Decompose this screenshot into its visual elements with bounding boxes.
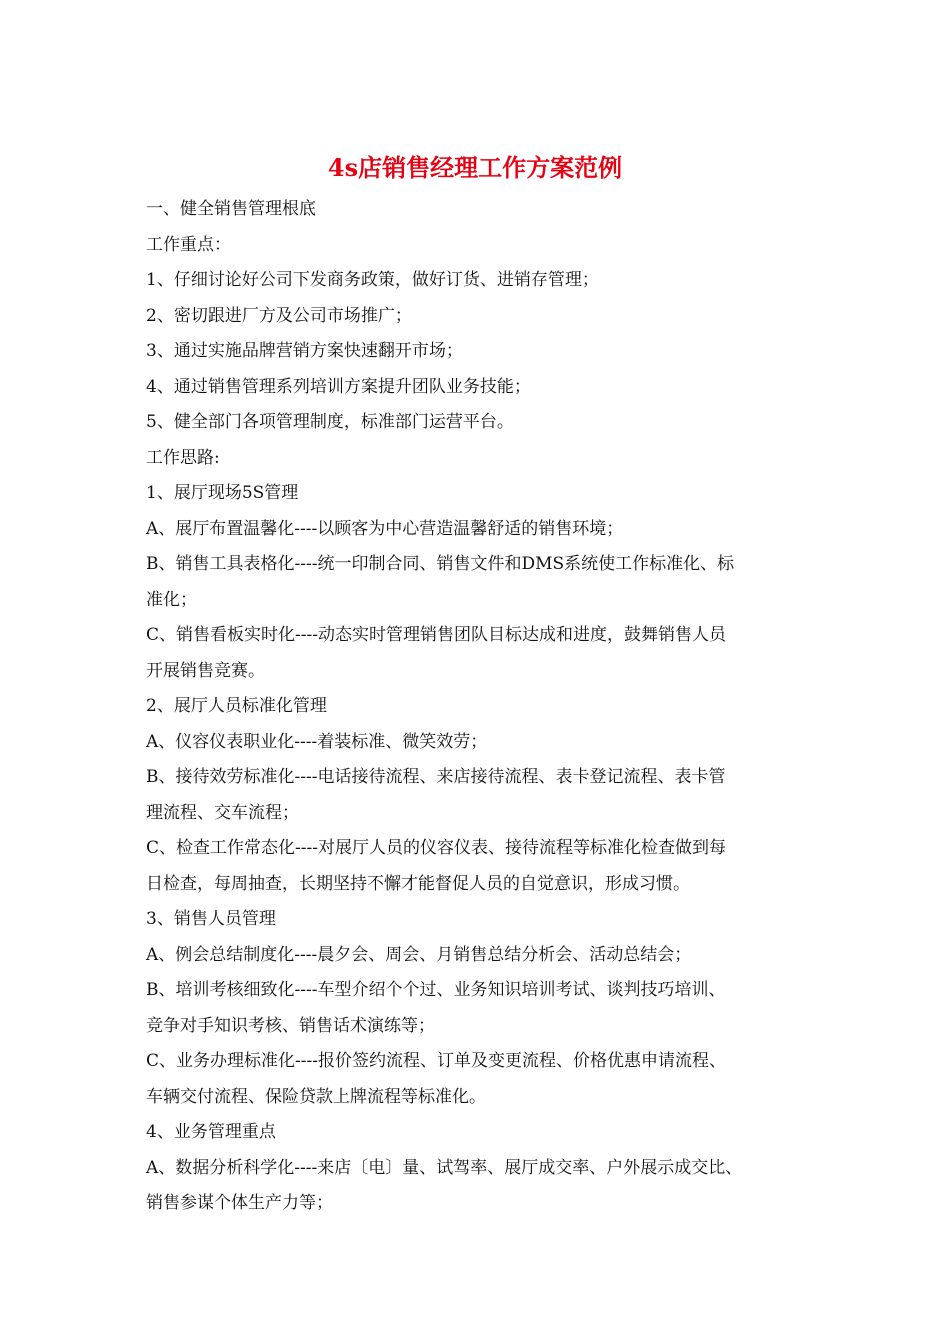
paragraph-line: 销售参谋个体生产力等； bbox=[146, 1193, 333, 1213]
paragraph-line: 开展销售竞赛。 bbox=[146, 660, 265, 681]
list-item: 3、通过实施品牌营销方案快速翻开市场； bbox=[146, 341, 463, 361]
paragraph-line: B、培训考核细致化----车型介绍个个过、业务知识培训考试、谈判技巧培训、 bbox=[146, 980, 726, 1000]
list-item: 5、健全部门各项管理制度，标准部门运营平台。 bbox=[146, 412, 514, 432]
section-heading: 一、健全销售管理根底 bbox=[146, 199, 316, 219]
list-item: 3、销售人员管理 bbox=[146, 909, 276, 929]
list-item: 2、展厅人员标准化管理 bbox=[146, 696, 327, 716]
paragraph-line: B、接待效劳标准化----电话接待流程、来店接待流程、表卡登记流程、表卡管 bbox=[146, 767, 726, 787]
paragraph-line: 日检查，每周抽查，长期坚持不懈才能督促人员的自觉意识，形成习惯。 bbox=[146, 873, 690, 894]
paragraph-line: A、展厅布置温馨化----以顾客为中心营造温馨舒适的销售环境； bbox=[146, 518, 624, 539]
paragraph-line: 车辆交付流程、保险贷款上牌流程等标准化。 bbox=[146, 1086, 486, 1107]
paragraph-line: 理流程、交车流程； bbox=[146, 802, 299, 823]
paragraph-line: C、检查工作常态化----对展厅人员的仪容仪表、接待流程等标准化检查做到每 bbox=[146, 838, 726, 858]
paragraph-line: 竞争对手知识考核、销售话术演练等； bbox=[146, 1015, 435, 1036]
paragraph-line: B、销售工具表格化----统一印制合同、销售文件和DMS系统使工作标准化、标 bbox=[146, 554, 735, 574]
list-item: 1、仔细讨论好公司下发商务政策，做好订货、进销存管理； bbox=[146, 270, 599, 290]
subheading: 工作思路: bbox=[146, 447, 220, 468]
subheading: 工作重点： bbox=[146, 234, 231, 255]
document-title: 4s店销售经理工作方案范例 bbox=[327, 153, 623, 182]
list-item: 4、业务管理重点 bbox=[146, 1122, 276, 1142]
list-item: 1、展厅现场5S管理 bbox=[146, 483, 299, 503]
list-item: 2、密切跟进厂方及公司市场推广； bbox=[146, 305, 412, 326]
paragraph-line: A、数据分析科学化----来店〔电〕量、试驾率、展厅成交率、户外展示成交比、 bbox=[146, 1157, 743, 1178]
document-body bbox=[146, 192, 821, 1222]
list-item: 4、通过销售管理系列培训方案提升团队业务技能； bbox=[146, 376, 531, 397]
paragraph-line: C、销售看板实时化----动态实时管理销售团队目标达成和进度，鼓舞销售人员 bbox=[146, 625, 726, 645]
paragraph-line: A、例会总结制度化----晨夕会、周会、月销售总结分析会、活动总结会； bbox=[146, 944, 692, 965]
paragraph-line: A、仪容仪表职业化----着装标准、微笑效劳； bbox=[146, 731, 488, 752]
paragraph-line: 准化； bbox=[146, 589, 197, 610]
paragraph-line: C、业务办理标准化----报价签约流程、订单及变更流程、价格优惠申请流程、 bbox=[146, 1051, 726, 1071]
